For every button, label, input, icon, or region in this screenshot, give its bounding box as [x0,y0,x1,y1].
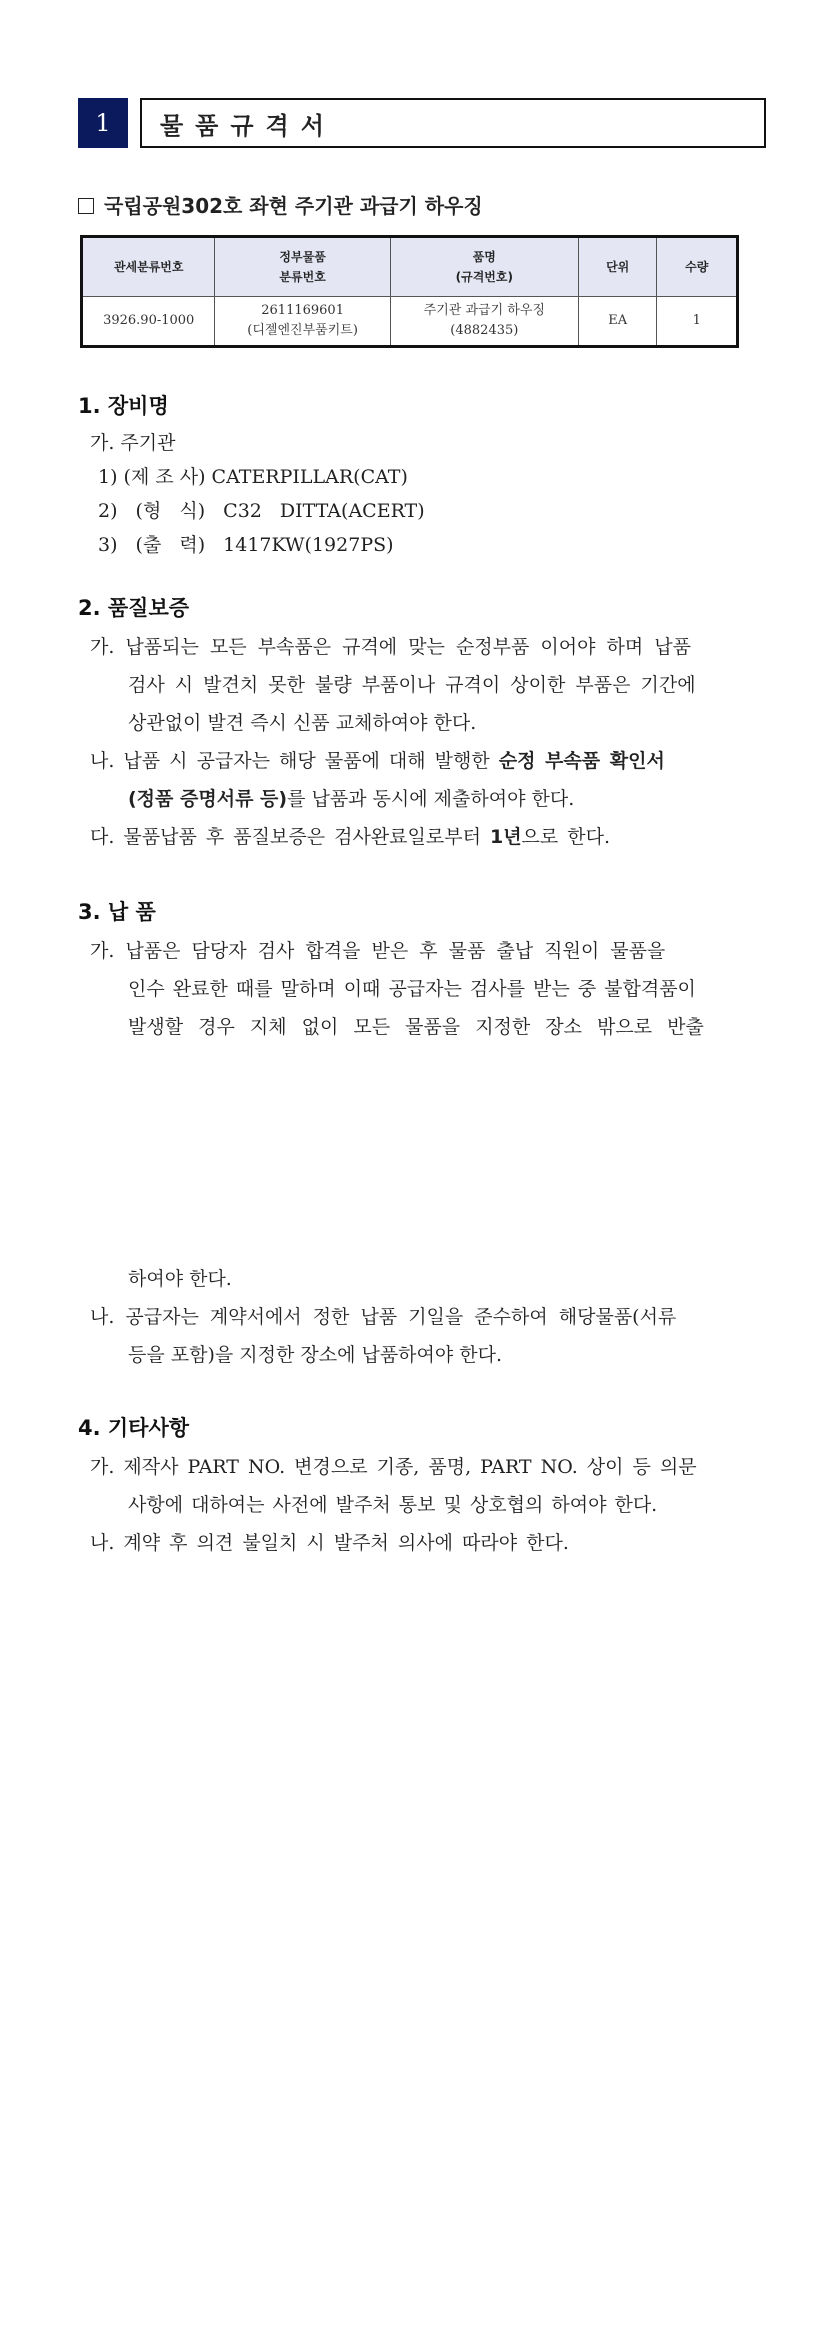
section-2-b-line-1: 나. 납품 시 공급자는 해당 물품에 대해 발행한 순정 부속품 확인서 [90,750,665,772]
table-row [82,297,738,347]
section-1-item-3: 3) (출 력) 1417KW(1927PS) [98,534,394,556]
section-4-heading: 4. 기타사항 [78,1416,190,1440]
cell-unit: EA [578,297,657,347]
title-text: 물품규격서 [140,98,766,148]
section-2-heading: 2. 품질보증 [78,596,190,620]
cell-quantity: 1 [657,297,738,347]
section-3-a-line-2: 인수 완료한 때를 말하며 이때 공급자는 검사를 받는 중 불합격품이 [128,978,696,1000]
header-customs-code: 관세분류번호 [82,237,215,297]
section-3-b-line-1: 나. 공급자는 계약서에서 정한 납품 기일을 준수하여 해당물품(서류 [90,1306,677,1328]
section-4-a-line-2: 사항에 대하여는 사전에 발주처 통보 및 상호협의 하여야 한다. [128,1494,658,1516]
section-2-a-line-2: 검사 시 발견치 못한 불량 부품이나 규격이 상이한 부품은 기간에 [128,674,696,696]
section-2-c-line: 다. 물품납품 후 품질보증은 검사완료일로부터 1년으로 한다. [90,826,611,848]
section-3-a-line-4: 하여야 한다. [128,1268,232,1290]
cell-customs-code: 3926.90-1000 [82,297,215,347]
section-3-heading: 3. 납 품 [78,900,156,924]
section-1-item-2: 2) (형 식) C32 DITTA(ACERT) [98,500,425,522]
section-2-a-line-3: 상관없이 발견 즉시 신품 교체하여야 한다. [128,712,477,734]
table-header-row [82,237,738,297]
spec-table [80,235,739,348]
title-number: 1 [78,98,128,148]
section-3-a-line-3: 발생할 경우 지체 없이 모든 물품을 지정한 장소 밖으로 반출 [128,1016,704,1038]
section-1-sub: 가. 주기관 [90,432,176,454]
header-item-name: 품명 (규격번호) [390,237,578,297]
checkbox-square-icon [78,198,94,214]
section-2-b-line-2: (정품 증명서류 등)를 납품과 동시에 제출하여야 한다. [128,788,575,810]
subject-text: 국립공원302호 좌현 주기관 과급기 하우징 [104,194,483,218]
section-2-a-line-1: 가. 납품되는 모든 부속품은 규격에 맞는 순정부품 이어야 하며 납품 [90,636,691,658]
section-1-heading: 1. 장비명 [78,394,169,418]
section-3-a-line-1: 가. 납품은 담당자 검사 합격을 받은 후 물품 출납 직원이 물품을 [90,940,666,962]
section-1-item-1: 1) (제 조 사) CATERPILLAR(CAT) [98,466,408,488]
subject-line [78,190,483,219]
section-3-b-line-2: 등을 포함)을 지정한 장소에 납품하여야 한다. [128,1344,503,1366]
cell-item-name: 주기관 과급기 하우징 (4882435) [390,297,578,347]
section-4-a-line-1: 가. 제작사 PART NO. 변경으로 기종, 품명, PART NO. 상이 등 의문 [90,1456,697,1478]
header-gov-class-code: 정부물품 분류번호 [215,237,390,297]
document-title [78,98,748,148]
header-quantity: 수량 [657,237,738,297]
header-unit: 단위 [578,237,657,297]
cell-gov-class-code: 2611169601 (디젤엔진부품키트) [215,297,390,347]
section-4-b-line: 나. 계약 후 의견 불일치 시 발주처 의사에 따라야 한다. [90,1532,569,1554]
